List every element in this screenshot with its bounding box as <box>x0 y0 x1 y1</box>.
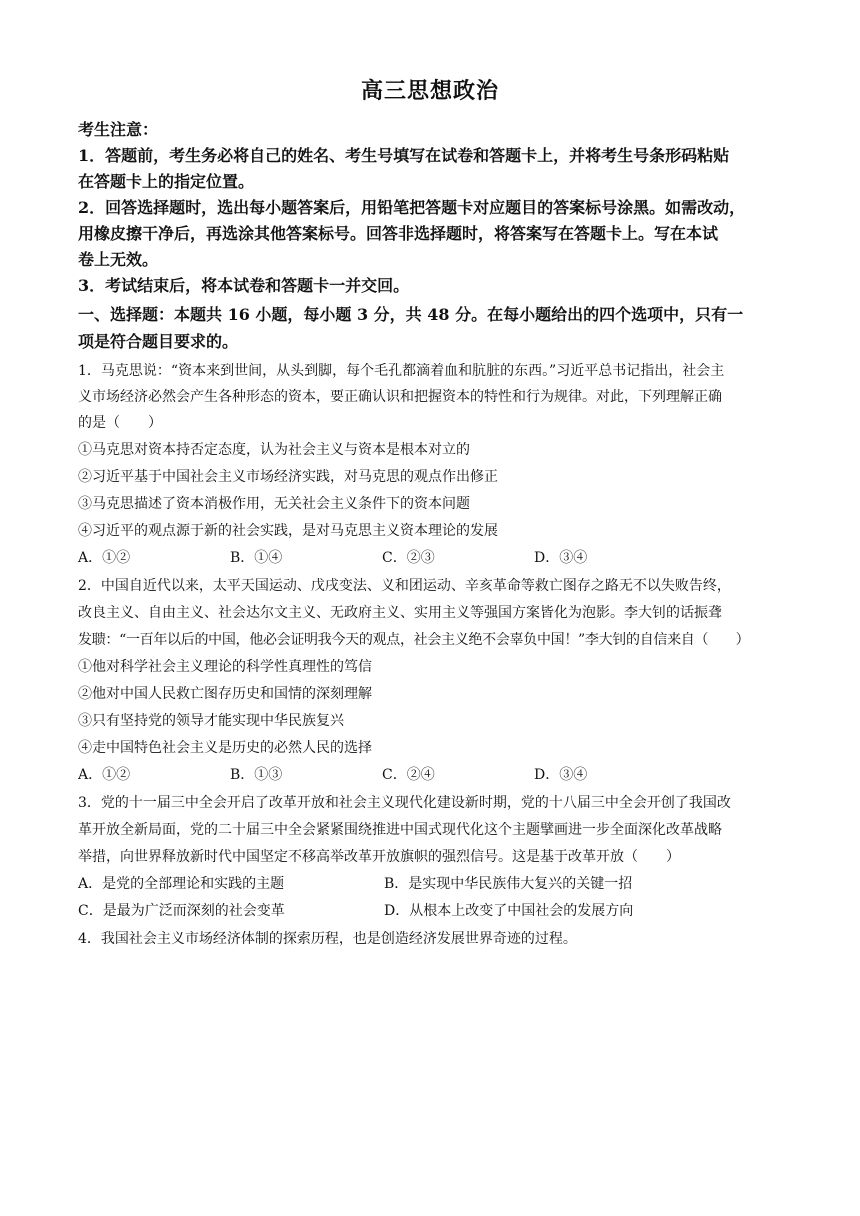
q1-item: ④习近平的观点源于新的社会实践，是对马克思主义资本理论的发展 <box>78 523 498 539</box>
q3-stem: 革开放全新局面，党的二十届三中全会紧紧围绕推进中国式现代化这个主题擘画进一步全面深化改革战略 <box>78 822 722 838</box>
q3-options-row1 <box>78 873 690 893</box>
q2-stem: 发聩：“一百年以后的中国，他必会证明我今天的观点，社会主义绝不会辜负中国！”李大钊的自信来自（ ） <box>78 632 750 648</box>
q2-item: ②他对中国人民救亡图存历史和国情的深刻理解 <box>78 686 372 702</box>
notice-line: 在答题卡上的指定位置。 <box>78 172 255 191</box>
q2-option-a[interactable]: A．①② <box>78 767 131 783</box>
q1-stem: 1．马克思说：“资本来到世间，从头到脚，每个毛孔都滴着血和肮脏的东西。”习近平总书记指出，社会主 <box>78 363 725 379</box>
notice-line: 用橡皮擦干净后，再选涂其他答案标号。回答非选择题时，将答案写在答题卡上。写在本试 <box>78 224 719 243</box>
notice-heading: 考生注意： <box>78 120 159 139</box>
q3-option-d[interactable]: D．从根本上改变了中国社会的发展方向 <box>384 903 634 919</box>
section-heading: 项是符合题目要求的。 <box>78 332 239 351</box>
q2-item: ①他对科学社会主义理论的科学性真理性的笃信 <box>78 659 372 675</box>
notice-line: 3．考试结束后，将本试卷和答题卡一并交回。 <box>78 276 410 295</box>
q1-option-a[interactable]: A．①② <box>78 550 131 566</box>
q2-item: ③只有坚持党的领导才能实现中华民族复兴 <box>78 713 344 729</box>
q2-stem: 2．中国自近代以来，太平天国运动、戊戌变法、义和团运动、辛亥革命等救亡图存之路无不以失败告终， <box>78 578 731 594</box>
q3-options-row2 <box>78 900 690 920</box>
page-title: 高三思想政治 <box>360 78 499 104</box>
q3-stem: 举措，向世界释放新时代中国坚定不移高举改革开放旗帜的强烈信号。这是基于改革开放（ ） <box>78 849 680 865</box>
q2-option-c[interactable]: C．②④ <box>382 767 435 783</box>
q3-option-c[interactable]: C．是最为广泛而深刻的社会变革 <box>78 903 285 919</box>
q1-options <box>78 547 686 567</box>
notice-line: 卷上无效。 <box>78 250 159 269</box>
notice-line: 2．回答选择题时，选出每小题答案后，用铅笔把答题卡对应题目的答案标号涂黑。如需改动， <box>78 198 746 217</box>
q1-option-b[interactable]: B．①④ <box>230 550 283 566</box>
q4-stem: 4．我国社会主义市场经济体制的探索历程，也是创造经济发展世界奇迹的过程。 <box>78 931 577 947</box>
q2-options <box>78 764 686 784</box>
section-heading: 一、选择题：本题共 16 小题，每小题 3 分，共 48 分。在每小题给出的四个选项中，只有一 <box>78 305 744 324</box>
q2-item: ④走中国特色社会主义是历史的必然人民的选择 <box>78 740 372 756</box>
q2-option-b[interactable]: B．①③ <box>230 767 283 783</box>
q3-option-a[interactable]: A．是党的全部理论和实践的主题 <box>78 876 285 892</box>
notice-line: 1．答题前，考生务必将自己的姓名、考生号填写在试卷和答题卡上，并将考生号条形码粘贴 <box>78 146 730 165</box>
q1-item: ③马克思描述了资本消极作用，无关社会主义条件下的资本问题 <box>78 496 470 512</box>
q3-option-b[interactable]: B．是实现中华民族伟大复兴的关键一招 <box>384 876 633 892</box>
q1-stem: 义市场经济必然会产生各种形态的资本，要正确认识和把握资本的特性和行为规律。对此，下列理解正确 <box>78 389 722 405</box>
q1-option-c[interactable]: C．②③ <box>382 550 435 566</box>
q1-stem: 的是（ ） <box>78 415 162 431</box>
q2-option-d[interactable]: D．③④ <box>534 767 588 783</box>
q2-stem: 改良主义、自由主义、社会达尔文主义、无政府主义、实用主义等强国方案皆化为泡影。李大钊的话振聋 <box>78 605 722 621</box>
q1-item: ②习近平基于中国社会主义市场经济实践，对马克思的观点作出修正 <box>78 469 498 485</box>
q1-option-d[interactable]: D．③④ <box>534 550 588 566</box>
q3-stem: 3．党的十一届三中全会开启了改革开放和社会主义现代化建设新时期，党的十八届三中全会开创了我国改 <box>78 795 731 811</box>
q1-item: ①马克思对资本持否定态度，认为社会主义与资本是根本对立的 <box>78 442 470 458</box>
